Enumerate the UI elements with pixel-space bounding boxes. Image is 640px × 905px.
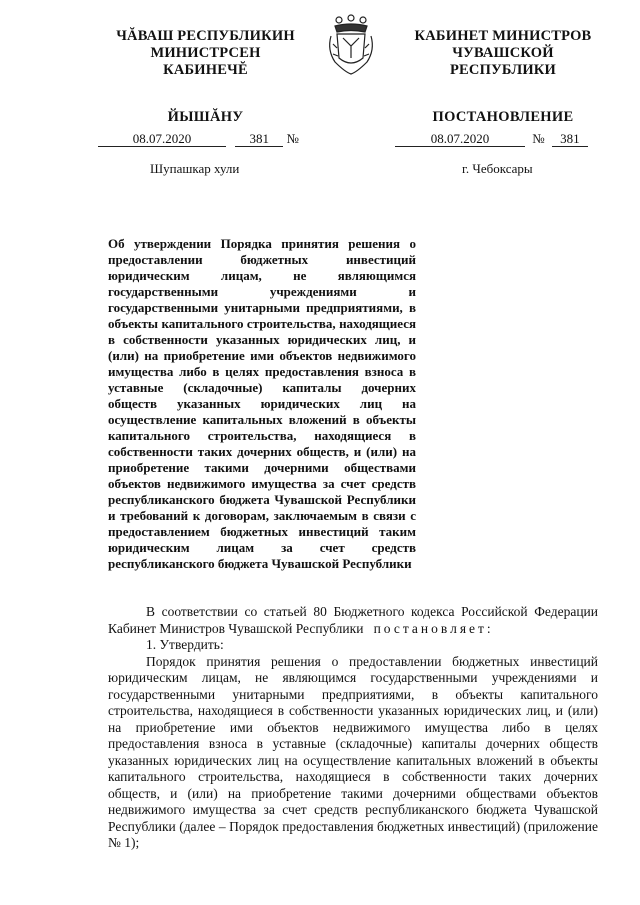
number-sign: № [532, 131, 545, 146]
doc-type-chuvash: ЙЫШĂНУ [167, 109, 244, 125]
org-name-russian [398, 28, 608, 79]
doc-type-russian: ПОСТАНОВЛЕНИЕ [432, 109, 574, 125]
resolves-word: постановляет: [373, 620, 494, 636]
doc-date: 08.07.2020 [395, 132, 525, 147]
header-right [398, 28, 608, 126]
doc-number: 381 [552, 132, 588, 147]
doc-meta-left [98, 131, 299, 147]
org-name-chuvash [108, 28, 303, 79]
coat-of-arms-emblem [325, 14, 377, 76]
document-title: Об утверждении Порядка принятия решения о предоставлении бюджетных инвестиций юридическим лицам, не являющимся государственными учреждениями и государственными унитарными предприятиями, в объекты капитального строительства, находящиеся в собственности указанных юридических лиц, и (или) на приобретение ими объектов недвижимого имущества либо в целях предоставления взноса в уставные (складочные) капиталы дочерних обществ указанных юридических лиц на осуществление капитальных вложений в объекты капитального строительства, находящиеся в собственности таких дочерних обществ, и (или) на приобретение такими дочерними обществами объектов недвижимого имущества за счет средств республиканского бюджета Чувашской Республики и требований к договорам, заключаемым в связи с предоставлением бюджетных инвестиций таким юридическим лицам за счет средств республиканского бюджета Чувашской Республики [108, 236, 416, 571]
org-name-line1: КАБИНЕТ МИНИСТРОВ [414, 28, 592, 44]
preamble-text: В соответствии со статьей 80 Бюджетного кодекса Российской Федерации Кабинет Министров Чувашской Республики [108, 604, 598, 636]
doc-number: 381 [235, 132, 283, 147]
paragraph-procedure: Порядок принятия решения о предоставлении бюджетных инвестиций юридическим лицам, не являющимся государственными учреждениями и государственными унитарными предприятиями, в объекты капитального строительства, находящиеся в собственности указанных юридических лиц, и (или) на приобретение ими объектов недвижимого имущества либо в целях предоставления взноса в уставные (складочные) капиталы дочерних обществ указанных юридических лиц на осуществление капитальных вложений в объекты капитального строительства, находящиеся в собственности таких дочерних обществ, и (или) на приобретение такими дочерними обществами объектов недвижимого имущества за счет средств республиканского бюджета Чувашской Республики (далее – Порядок предоставления бюджетных инвестиций) (приложение № 1); [108, 653, 598, 850]
doc-date: 08.07.2020 [98, 132, 226, 147]
city-chuvash: Шупашкар хули [150, 161, 240, 176]
document-body [108, 604, 598, 852]
number-sign: № [286, 131, 299, 146]
header-left [108, 28, 303, 126]
org-name-line2: МИНИСТРСЕН КАБИНЕЧĔ [150, 45, 261, 78]
org-name-line2: ЧУВАШСКОЙ РЕСПУБЛИКИ [449, 45, 557, 78]
org-name-line1: ЧĂВАШ РЕСПУБЛИКИН [116, 28, 295, 44]
city-russian: г. Чебоксары [462, 161, 533, 176]
paragraph-approve: 1. Утвердить: [146, 637, 224, 652]
doc-meta-right [395, 131, 588, 147]
paragraph-preamble [108, 604, 598, 637]
